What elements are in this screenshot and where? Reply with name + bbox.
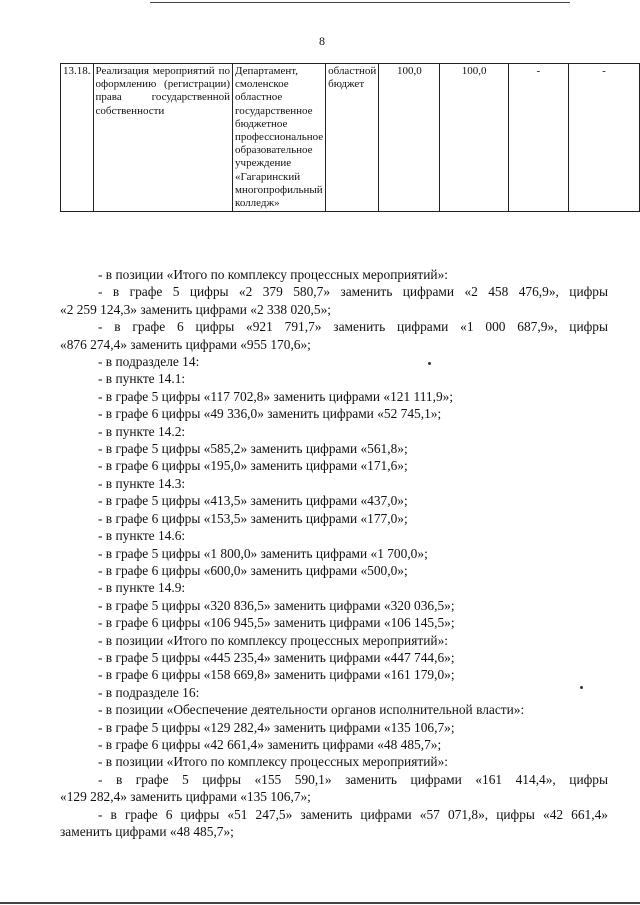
amendment-line: - в графе 6 цифры «106 945,5» заменить цифрами «106 145,5»; — [98, 615, 455, 631]
value-column-7-cell: - — [508, 64, 568, 212]
amendment-line: - в пункте 14.1: — [98, 371, 186, 387]
amendment-line: - в позиции «Итого по комплексу процессных мероприятий»: — [98, 267, 448, 282]
amendment-line: - в графе 5 цифры «155 590,1» заменить цифрами «161 414,4», цифры — [98, 771, 608, 787]
amendment-line: «2 259 124,3» заменить цифрами «2 338 020,5»; — [60, 301, 331, 317]
value-column-5-cell: 100,0 — [379, 64, 440, 212]
amendment-line: - в позиции «Итого по комплексу процессных мероприятий»: — [98, 632, 448, 648]
amendment-line: - в пункте 14.3: — [98, 475, 186, 491]
table-row — [61, 64, 640, 212]
row-number-cell: 13.18. — [61, 64, 94, 212]
amendment-line: - в графе 5 цифры «320 836,5» заменить цифрами «320 036,5»; — [98, 597, 455, 613]
amendment-line: - в графе 5 цифры «585,2» заменить цифрами «561,8»; — [98, 441, 408, 457]
amendment-line: - в графе 6 цифры «600,0» заменить цифрами «500,0»; — [98, 562, 408, 578]
program-table-row — [60, 63, 640, 212]
amendment-line: - в пункте 14.6: — [98, 528, 186, 544]
amendment-line: - в позиции «Обеспечение деятельности органов исполнительной власти»: — [98, 702, 525, 718]
activity-name-cell: Реализация мероприятий по оформлению (регистрации) права государственной собственности — [93, 64, 233, 212]
funding-source-cell: областной бюджет — [326, 64, 379, 212]
amendment-line: заменить цифрами «48 485,7»; — [60, 824, 234, 839]
amendment-line: - в графе 6 цифры «921 791,7» заменить цифрами «1 000 687,9», цифры — [98, 319, 608, 335]
amendment-line: - в пункте 14.9: — [98, 580, 186, 596]
amendment-line: - в графе 5 цифры «1 800,0» заменить цифрами «1 700,0»; — [98, 545, 428, 561]
value-column-8-cell: - — [568, 64, 639, 212]
amendment-line: - в подразделе 14: — [98, 354, 200, 370]
amendment-line: - в графе 5 цифры «129 282,4» заменить цифрами «135 106,7»; — [98, 719, 455, 735]
executor-cell: Департамент, смоленское областное государственное бюджетное профессиональное образовательное учреждение «Гагаринский многопрофильный колледж» — [233, 64, 326, 212]
amendment-line: - в графе 6 цифры «51 247,5» заменить цифрами «57 071,8», цифры «42 661,4» — [98, 806, 608, 822]
page-number: 8 — [319, 34, 325, 48]
amendment-line: «129 282,4» заменить цифрами «135 106,7»; — [60, 789, 311, 805]
amendment-line: - в подразделе 16: — [98, 684, 200, 700]
amendment-line: - в графе 6 цифры «42 661,4» заменить цифрами «48 485,7»; — [98, 736, 442, 752]
amendment-line: - в графе 6 цифры «153,5» заменить цифрами «177,0»; — [98, 510, 408, 526]
amendment-line: - в графе 5 цифры «413,5» заменить цифрами «437,0»; — [98, 493, 408, 509]
amendment-line: - в графе 6 цифры «195,0» заменить цифрами «171,6»; — [98, 458, 408, 474]
scan-edge-top — [150, 2, 570, 3]
amendment-line: - в графе 6 цифры «158 669,8» заменить цифрами «161 179,0»; — [98, 667, 455, 683]
amendment-line: - в позиции «Итого по комплексу процессных мероприятий»: — [98, 754, 448, 770]
amendment-line: - в графе 5 цифры «117 702,8» заменить цифрами «121 111,9»; — [98, 388, 454, 404]
scan-edge-bottom — [0, 902, 640, 904]
amendment-text — [60, 266, 608, 840]
value-column-6-cell: 100,0 — [440, 64, 509, 212]
amendment-line: - в графе 6 цифры «49 336,0» заменить цифрами «52 745,1»; — [98, 406, 442, 422]
amendment-line: - в графе 5 цифры «2 379 580,7» заменить цифрами «2 458 476,9», цифры — [98, 284, 608, 300]
amendment-line: - в графе 5 цифры «445 235,4» заменить цифрами «447 744,6»; — [98, 649, 455, 665]
amendment-line: - в пункте 14.2: — [98, 423, 186, 439]
amendment-line: «876 274,4» заменить цифрами «955 170,6»; — [60, 336, 311, 352]
